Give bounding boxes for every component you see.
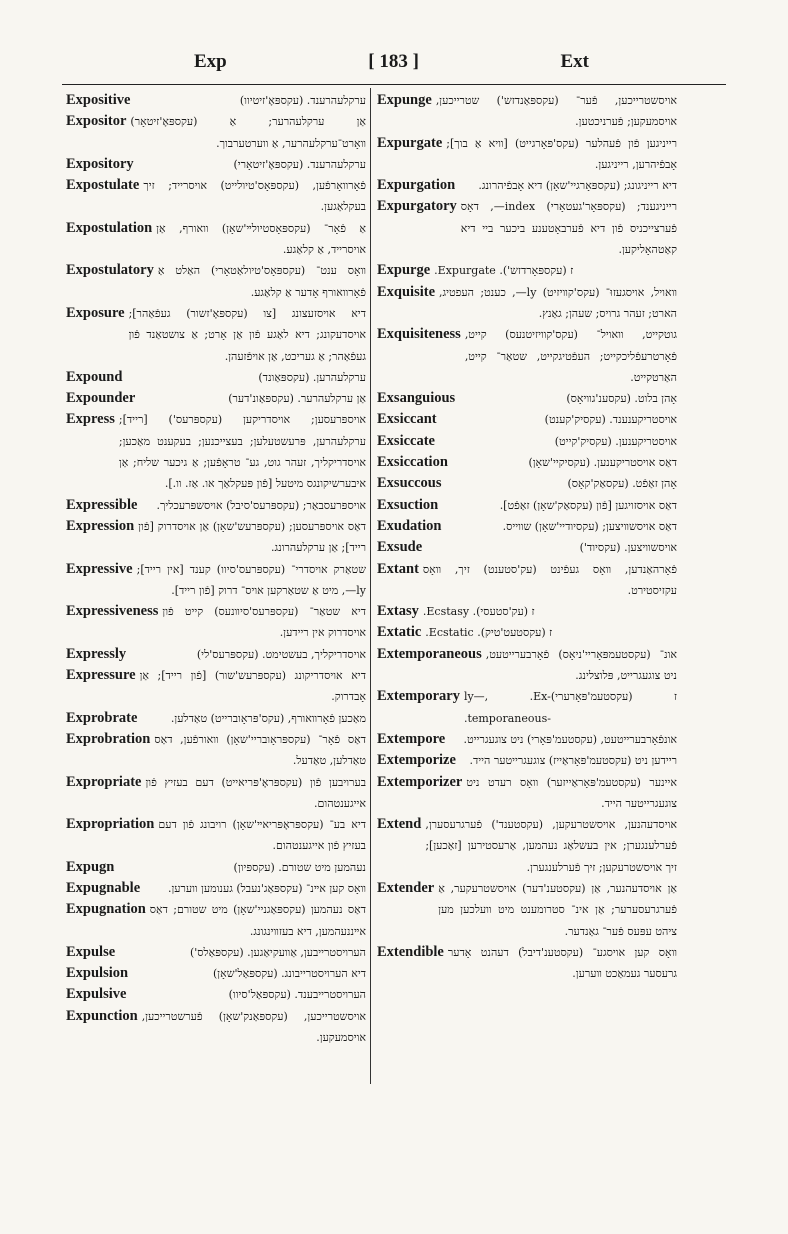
- dictionary-entry: [377, 644, 677, 687]
- entry-headword: Expulsion: [66, 965, 129, 982]
- entry-headword: Expulse: [66, 943, 116, 960]
- entry-definition: װאויל, אויסגעזוּ־ (עקס'קװיזיט) ly—, כענט; העפטיג, הארט; זעהר גרויס; שעהן; גאַנץ.: [439, 285, 677, 320]
- entry-definition: דאַס פֿאָר־ (עקספּראָובריי'שאָן) װאורפֿען, דאַס טאַדלען, טאַדעל.: [154, 732, 366, 768]
- header-rule: [62, 84, 726, 85]
- entry-headword: Exsanguious: [377, 390, 456, 407]
- entry-headword: Extemporaneous: [377, 645, 482, 662]
- dictionary-entry: [66, 708, 366, 729]
- entry-definition: שטאַרק אויסדרי־ (עקספּרעס'סיוו) קענד [אין רייד]; ly—, מיט אַ שטאַרקען אויס־ דרוק [פֿון רייד].: [136, 562, 366, 597]
- entry-headword: Expound: [66, 368, 123, 385]
- entry-headword: Exsude: [377, 539, 423, 556]
- entry-headword: Exsiccant: [377, 411, 437, 428]
- entry-headword: Exsiccation: [377, 454, 448, 471]
- entry-definition: דיא אויסזעצונג [צו (עקספּאָ'זשור) געפֿאַהר]; אויסדעקונג; דיא לאַגע פֿון אַן אָרט; אַ צושטאַנד פֿון געפֿאַהר; אַ געריכט, אַן אויפֿזעהן.: [128, 306, 366, 363]
- dictionary-entry: [66, 601, 366, 644]
- entry-headword: Extemporize: [377, 752, 456, 769]
- entry-definition: אונפֿאָרבערייטעט, (עקסטעמ'פּאָרי) ניט צוגעגרייט.: [463, 732, 677, 746]
- dictionary-entry: [66, 388, 366, 409]
- dictionary-entry: [66, 111, 366, 154]
- entry-definition: ערקלעהרענד. (עקספּאָ'זיטאָרי): [233, 157, 366, 171]
- entry-definition: פֿאָרהאַנדען, װאָס געפֿינט (עק'סטענט) זיך, װאָס עקזיסטירט.: [422, 562, 677, 597]
- entry-definition: דאַס אויסשװיצען; (עקסיודיי'שאָן) שװייס.: [502, 519, 677, 533]
- entry-definition: רייניגענד; (עקספּאָר'געטאָרי) index—, דאָס פֿערצייכניס פֿון דיא פֿערבאָטענע ביכער ביי דיא קאַטהאָליקען.: [460, 200, 677, 257]
- entry-definition: גוטקייט, װאויל־ (עקס'קװיזיטנעס) קייט, פֿאָרטרעפֿליכקייט; העפֿטיגקייט, שטאַר־ קייט, האַרטקייט.: [464, 328, 677, 384]
- entry-definition: װאָס קען אײנ־ (עקספּאַג'נעבל) גענומען װערען.: [168, 881, 366, 895]
- dictionary-entry: [377, 878, 677, 942]
- entry-definition: דיא הערויסטרייבונג. (עקספּאַל'שאָן): [213, 967, 366, 981]
- entry-headword: Express: [66, 411, 115, 428]
- entry-headword: Extend: [377, 816, 422, 833]
- entry-headword: Extemporizer: [377, 773, 463, 790]
- dictionary-entry: [377, 516, 677, 537]
- dictionary-entry: [377, 282, 677, 325]
- entry-definition: אָהן בלוט. (עקסענ'גװיאָס): [566, 392, 677, 406]
- entry-headword: Expressiveness: [66, 603, 159, 620]
- entry-definition: אויסדעהנען, אויסשטרעקען, (עקסטענד') פֿערגרעסערן, פֿערלענגערן; אין בעשלאַג נעהמען, אַרעסטירען [זאַכען]; זיך אויסשטרעקען; זיך פֿערלענגערן.: [425, 818, 677, 874]
- dictionary-entry: [377, 196, 677, 260]
- entry-definition: דאַס אויסטריקענען. (עקסיקיי'שאָן): [528, 456, 677, 470]
- dictionary-entry: [377, 175, 677, 196]
- dictionary-entry: [377, 133, 677, 176]
- entry-definition: איינער (עקסטעמ'פּאָראַייזער) װאָס רעדט ניט צוגעגרייטער הייד.: [466, 775, 677, 810]
- entry-headword: Expugn: [66, 858, 115, 875]
- dictionary-entry: [66, 409, 366, 494]
- right-column: [377, 90, 677, 984]
- entry-definition: בערויבען פֿון (עקספּראָ'פּריאייט) דעם בעזיץ פֿון אייגענטהום.: [145, 775, 366, 810]
- dictionary-entry: [377, 431, 677, 452]
- entry-definition: דיא בע־ (עקספּראָפּריאײ'שאָן) רויבונג פֿון דעם בעזיץ פֿון אייגענטהום.: [158, 818, 366, 853]
- entry-headword: Extatic: [377, 624, 422, 641]
- entry-headword: Expositive: [66, 92, 131, 108]
- entry-headword: Extant: [377, 560, 419, 577]
- dictionary-entry: [377, 942, 677, 985]
- entry-definition: רייניגען פֿון פֿעהלער (עקס'פּאָרגייט) [װיא אַ בוך]; אָבפֿיהרען, רייניגען.: [446, 136, 677, 171]
- entry-definition: אַ פֿאָר־ (עקספּאָסטיולײ'שאָן) װאורף, אַן אויסרייד, אַ קלאַגע.: [156, 221, 366, 257]
- dictionary-entry: [377, 622, 677, 643]
- entry-definition: אַן אויסדעהנער, אַן (עקסטענ'דער) אויסשטרעקער, אַ פֿערגרעסערער; אַן אינ־ סטרומענט מיט װעלכען מען ציהט עפּעס פֿער־ גאַנדער.: [438, 881, 677, 938]
- entry-definition: דאַס אויסזויגען [פֿון (עקסאַק'שאָן) זאַפֿט].: [499, 498, 677, 512]
- entry-headword: Expressive: [66, 560, 133, 577]
- entry-definition: אַן ערקלעהרער; אַ (עקספּאָ'זיטאָר) װאָרט־ערקלעהרער, אַ װערטערבוך.: [130, 115, 366, 150]
- dictionary-entry: [66, 175, 366, 218]
- entry-headword: Expurgate: [377, 134, 443, 151]
- dictionary-entry: [377, 772, 677, 815]
- dictionary-entry: [377, 324, 677, 388]
- dictionary-entry: [377, 409, 677, 430]
- entry-definition: דיא שטאַר־ (עקספּרעס'סיװנעס) קייט פֿון אויסדרוק אין ריידען.: [162, 605, 366, 640]
- dictionary-entry: [66, 516, 366, 559]
- entry-headword: Expugnable: [66, 879, 141, 896]
- entry-definition: װאָס קען אויסגע־ (עקסטענ'דיבל) דעהנט אָדער גרעסער געמאַכט װערען.: [447, 945, 677, 981]
- entry-definition: דיא אויסדריקונג (עקספּרעש'שור) [פֿון רייד]; אַן אָבדרוק.: [139, 669, 366, 704]
- entry-headword: Exquisiteness: [377, 326, 461, 343]
- entry-definition: אָהן זאַפֿט. (עקסאַק'קאָס): [567, 477, 677, 491]
- dictionary-entry: [377, 90, 677, 133]
- entry-headword: Expressure: [66, 667, 136, 684]
- column-separator: [370, 88, 371, 1084]
- entry-definition: ערקלעהרען. (עקספּאַונד): [258, 370, 366, 384]
- dictionary-entry: [66, 772, 366, 815]
- entry-headword: Exprobrate: [66, 709, 138, 726]
- entry-headword: Expositor: [66, 113, 127, 130]
- dictionary-entry: [377, 473, 677, 494]
- dictionary-entry: [377, 814, 677, 878]
- entry-definition: הערויסטרייבענד. (עקספּאַל'סיוו): [228, 988, 366, 1002]
- entry-definition: פֿאָרװאָרפֿען, (עקספּאָס'טיולייט) אויסרייד; זיך בעקלאַגען.: [143, 179, 366, 214]
- entry-definition: אונ־ (עקסטעמפּאָריי'ניאָס) פֿאָרבערייטעט, ניט צוגעגרייט, פּלוצלינג.: [485, 647, 677, 683]
- entry-headword: Exprobration: [66, 730, 151, 747]
- dictionary-entry: [66, 559, 366, 602]
- right-guide-word: Ext: [560, 51, 589, 72]
- entry-definition: נעהמען מיט שטורם. (עקספּיון): [233, 860, 366, 874]
- entry-definition: אַן ערקלעהרער. (עקספּאַונ'דער): [228, 392, 366, 406]
- entry-headword: Expulsive: [66, 986, 127, 1003]
- dictionary-entry: [377, 686, 677, 729]
- dictionary-entry: [66, 303, 366, 367]
- dictionary-entry: [377, 495, 677, 516]
- page-number: [ 183 ]: [368, 51, 419, 72]
- entry-definition: הערויסטרייבען, אַװעקיאַגען. (עקספּאַלס'): [189, 945, 366, 959]
- entry-headword: Exsiccate: [377, 432, 435, 449]
- dictionary-entry: [66, 665, 366, 708]
- entry-headword: Expostulation: [66, 219, 153, 236]
- dictionary-entry: [66, 899, 366, 942]
- entry-definition: דאַס אויספּרעסען; (עקספּרעש'שאָן) אַן אויסדרוק [פֿון רייד]; אַן ערקלעהרונג.: [138, 519, 366, 555]
- entry-definition: אויסטריקענען. (עקסיק'קייט): [554, 434, 677, 448]
- entry-headword: Expostulatory: [66, 262, 154, 279]
- entry-headword: Expository: [66, 155, 134, 172]
- entry-headword: Expurgatory: [377, 198, 457, 215]
- dictionary-entry: [66, 814, 366, 857]
- entry-headword: Exposure: [66, 304, 125, 321]
- entry-definition: דאַס נעהמען (עקספּאַגניי'שאָן) מיט שטורם; דאַס אײננעהמען, דיא בעזװינגונג.: [149, 903, 366, 938]
- entry-headword: Extempore: [377, 730, 446, 747]
- entry-definition: .Expurgate .ז (עקספּאָרדזש'): [434, 264, 574, 278]
- entry-definition: װאָס ענט־ (עקספּאָס'טיולאַטאָרי) האַלט אַ פֿאָרװאורף אָדער אַ קלאַגע.: [157, 264, 366, 299]
- entry-headword: Expugnation: [66, 901, 146, 918]
- dictionary-entry: [66, 218, 366, 261]
- entry-headword: Extender: [377, 879, 435, 896]
- dictionary-entry: [66, 367, 366, 388]
- dictionary-entry: [377, 729, 677, 750]
- entry-headword: Expurgation: [377, 177, 456, 194]
- entry-definition: אויסדריקליך, בעשטימט. (עקספּרעס'לי): [196, 647, 366, 661]
- dictionary-entry: [377, 750, 677, 771]
- dictionary-entry: [66, 1006, 366, 1049]
- entry-headword: Expounder: [66, 390, 136, 407]
- entry-definition: .Ecstasy .ז (עק'סטעסי): [422, 605, 535, 619]
- entry-definition: ly—, .Ex-ז (עקסטעמ'פּאָרערי) .temporaneous-: [463, 690, 677, 725]
- entry-headword: Expunge: [377, 92, 432, 108]
- entry-definition: .Ecstatic .ז (עקסטעט'טיק): [425, 626, 553, 640]
- entry-headword: Expressly: [66, 645, 127, 662]
- entry-headword: Expunction: [66, 1007, 138, 1024]
- entry-definition: אויסשװיצען. (עקסיוד'): [579, 541, 677, 555]
- left-column: [66, 90, 366, 1048]
- entry-headword: Exsuccous: [377, 475, 442, 492]
- dictionary-entry: [66, 857, 366, 878]
- entry-headword: Expressible: [66, 496, 138, 513]
- entry-definition: אויסטריקענענד. (עקסיק'קענט): [544, 413, 677, 427]
- dictionary-entry: [66, 495, 366, 516]
- dictionary-entry: [377, 537, 677, 558]
- entry-headword: Expurge: [377, 262, 431, 279]
- dictionary-entry: [66, 942, 366, 963]
- dictionary-entry: [66, 878, 366, 899]
- dictionary-entry: [377, 260, 677, 281]
- dictionary-entry: [66, 984, 366, 1005]
- entry-headword: Expropriation: [66, 816, 155, 833]
- entry-headword: Exudation: [377, 517, 442, 534]
- dictionary-entry: [66, 963, 366, 984]
- entry-headword: Exsuction: [377, 496, 439, 513]
- dictionary-entry: [66, 260, 366, 303]
- dictionary-entry: [66, 729, 366, 772]
- entry-definition: דיא רייניגונג; (עקספּאָרגיי'שאָן) דיא אָבפֿיהרונג.: [478, 179, 677, 193]
- entry-headword: Extendible: [377, 943, 444, 960]
- dictionary-entry: [66, 644, 366, 665]
- entry-definition: אויסשטרייכען, (עקספּאַנק'שאָן) פֿערשטרייכען, אויסמעקען.: [141, 1009, 366, 1045]
- entry-headword: Expression: [66, 517, 135, 534]
- left-guide-word: Exp: [194, 51, 227, 72]
- entry-headword: Exquisite: [377, 283, 436, 300]
- entry-definition: ריידען ניט (עקסטעמ'פּאָראַייז) צוגעגרייטער הייד.: [469, 754, 677, 768]
- dictionary-entry: [377, 601, 677, 622]
- entry-headword: Expostulate: [66, 177, 140, 194]
- entry-headword: Extasy: [377, 603, 419, 620]
- entry-definition: מאַכען פֿאָרװאורף, (עקס'פּראָוברייט) טאַדלען.: [170, 711, 366, 725]
- running-header: [64, 44, 724, 80]
- entry-definition: אויספּרעסבאַר; (עקספּרעס'סיבל) אויסשפּרעכליך.: [156, 498, 366, 512]
- entry-definition: אויסשטרייכען, פֿער־ (עקספּאַנדזש') שטרייכען, אויסמעקען; פֿערניכטען.: [435, 94, 677, 129]
- dictionary-entry: [377, 559, 677, 602]
- dictionary-entry: [66, 90, 366, 111]
- dictionary-entry: [377, 452, 677, 473]
- entry-headword: Extemporary: [377, 688, 460, 705]
- entry-definition: אויספּרעסען; אויסדריקען (עקספּרעס') [רייד]; ערקלעהרען, פּרעשטעלען; בעצייכנען; בעקענט מאַכען; אויסדריקליך, זעהר גוט, גע־ טראָפֿען; אַ גיכער שליח; אַן איבערשיקונגס מיטעל [פֿון פּעקלאַך או. אַז. װ.].: [118, 413, 366, 491]
- dictionary-entry: [377, 388, 677, 409]
- dictionary-entry: [66, 154, 366, 175]
- entry-headword: Expropriate: [66, 773, 142, 790]
- entry-definition: ערקלעהרענד. (עקספּאָ'זיטיוו): [239, 94, 366, 107]
